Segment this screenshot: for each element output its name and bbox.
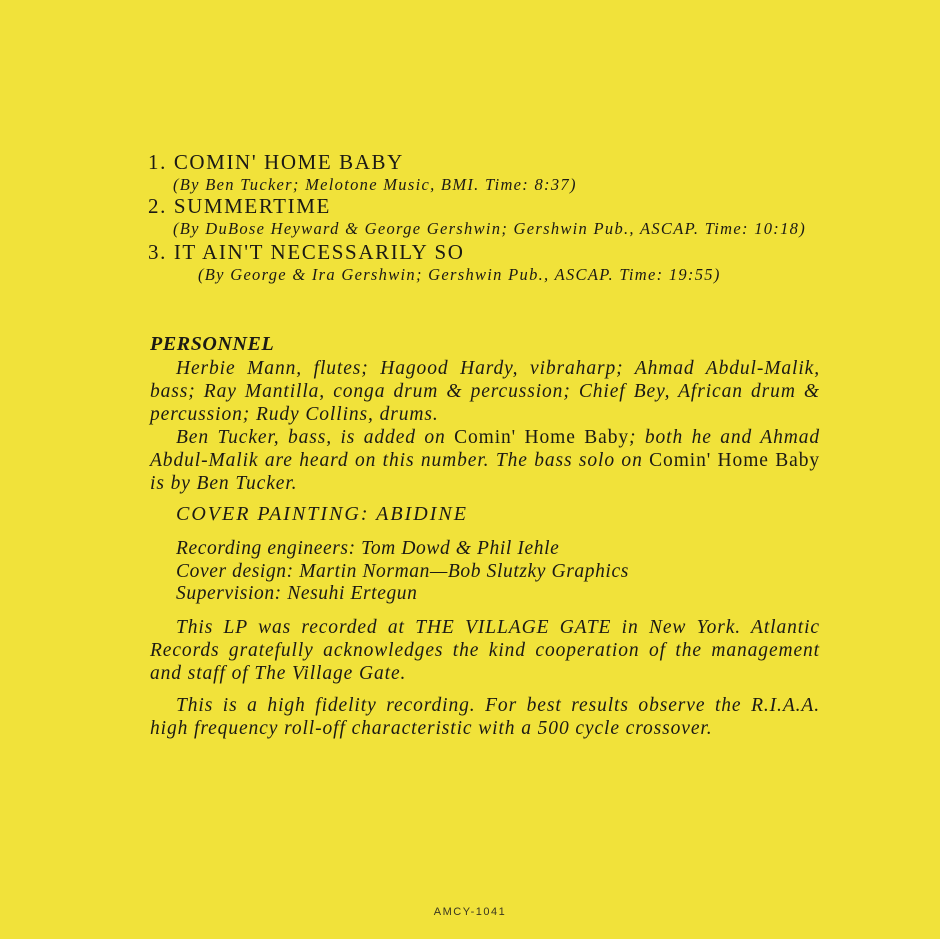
personnel-p2-a: Ben Tucker, bass, is added on — [176, 427, 455, 448]
track-1-title: COMIN' HOME BABY — [173, 150, 404, 174]
recording-note-text: This LP was recorded at THE VILLAGE GATE in New York. Atlantic Records gratefully acknowledges the kind cooperation of the management and staff of The Village Gate. — [150, 617, 820, 684]
cover-design: Cover design: Martin Norman—Bob Slutzky Graphics — [176, 560, 629, 582]
personnel-paragraph-1: Herbie Mann, flutes; Hagood Hardy, vibraharp; Ahmad Abdul-Malik, bass; Ray Mantilla, conga drum & percussion; Chief Bey, African drum & percussion; Rudy Collins, drums. — [150, 358, 820, 425]
track-3-credit: (By George & Ira Gershwin; Gershwin Pub., ASCAP. Time: 19:55) — [198, 265, 721, 284]
track-2-title: SUMMERTIME — [173, 194, 331, 218]
track-3-title-line — [148, 240, 828, 265]
song-title-ref-1: Comin' Home Baby — [454, 427, 630, 448]
track-3-title: IT AIN'T NECESSARILY SO — [173, 240, 465, 264]
supervision: Supervision: Nesuhi Ertegun — [176, 583, 418, 604]
personnel-paragraph-2 — [150, 426, 820, 495]
track-1-number: 1. — [148, 150, 167, 174]
recording-note — [150, 616, 820, 685]
catalog-number: AMCY-1041 — [433, 906, 507, 918]
track-3-number: 3. — [148, 240, 167, 264]
track-list — [148, 150, 828, 284]
fidelity-note-text: This is a high fidelity recording. For best results observe the R.I.A.A. high frequency roll-off characteristic with a 500 cycle crossover. — [150, 695, 820, 739]
track-1-credit: (By Ben Tucker; Melotone Music, BMI. Time: 8:37) — [173, 175, 577, 194]
personnel-p2-b: ; both he and Ahmad Abdul-Malik are heard on this number. The bass solo on — [150, 427, 821, 471]
track-2-credit: (By DuBose Heyward & George Gershwin; Gershwin Pub., ASCAP. Time: 10:18) — [173, 219, 806, 238]
song-title-ref-2: Comin' Home Baby — [649, 450, 820, 471]
production-credits — [176, 538, 629, 606]
fidelity-note — [150, 694, 820, 740]
cover-painting-credit: COVER PAINTING: ABIDINE — [176, 503, 468, 525]
track-2-title-line — [148, 194, 828, 219]
track-1-title-line — [148, 150, 828, 175]
personnel-text — [150, 357, 820, 495]
personnel-heading: PERSONNEL — [150, 333, 275, 355]
personnel-p2-c: is by Ben Tucker. — [150, 473, 298, 494]
track-2-number: 2. — [148, 194, 167, 218]
recording-engineers: Recording engineers: Tom Dowd & Phil Iehle — [176, 538, 560, 559]
